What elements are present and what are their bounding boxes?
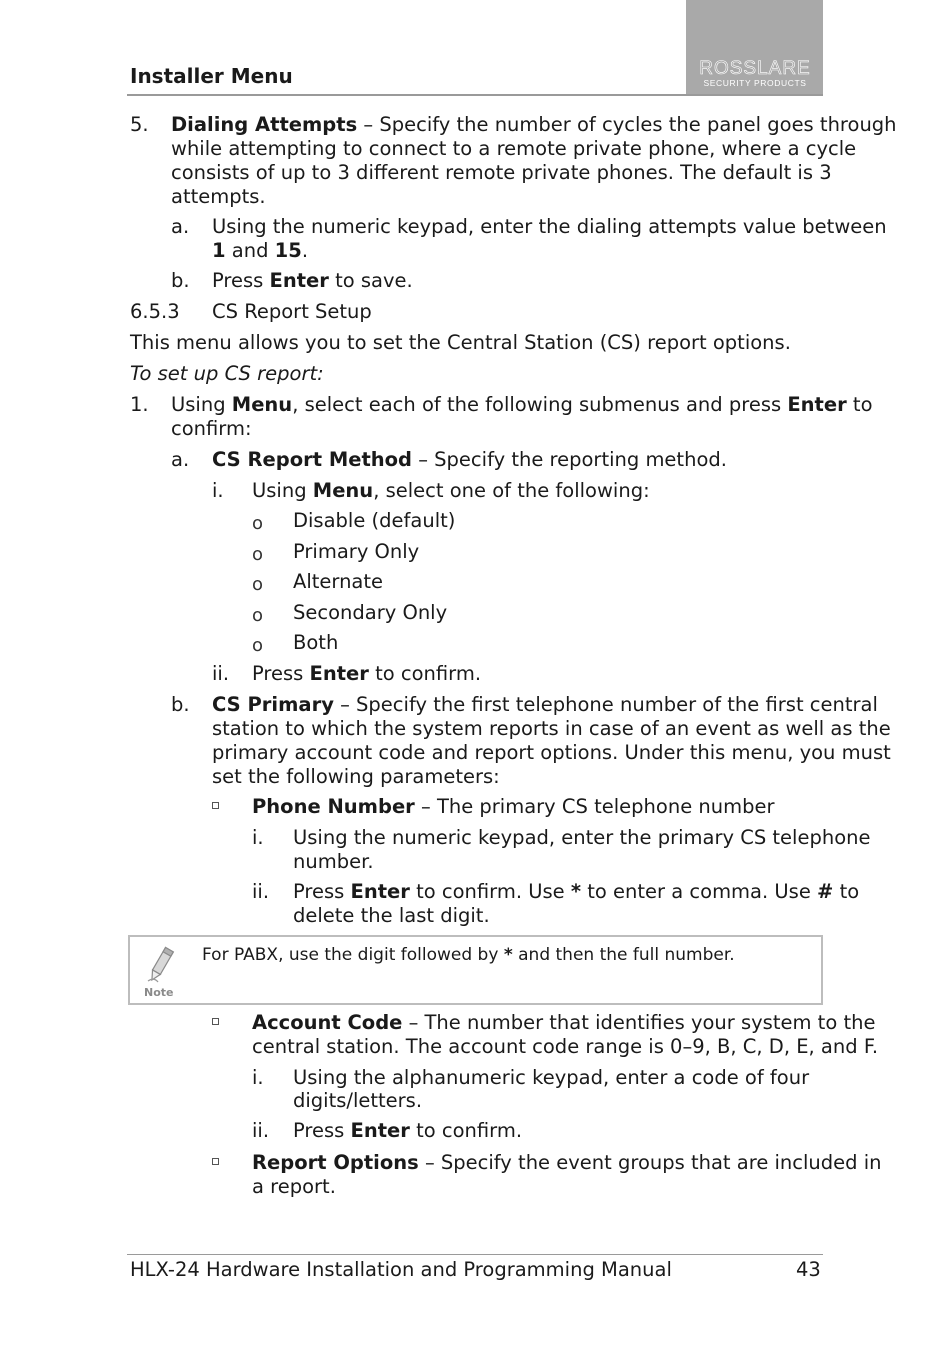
- text-run: – Specify the event groups that are included in: [418, 1151, 882, 1174]
- list-item-text: confirm:: [171, 417, 252, 440]
- text-run: to confirm.: [409, 1119, 523, 1142]
- list-item-text: [212, 239, 308, 263]
- list-item-text: [212, 448, 727, 472]
- text-run: to confirm.: [368, 662, 482, 685]
- list-item-text: attempts.: [171, 185, 266, 208]
- value-max: 15: [274, 239, 302, 262]
- list-item-text: [252, 662, 481, 686]
- text-run: Press: [293, 880, 351, 903]
- list-item-text: [252, 1151, 882, 1175]
- list-number: 5.: [130, 113, 149, 136]
- list-roman: i.: [212, 479, 224, 502]
- text-run: and: [225, 239, 275, 262]
- section-title: CS Report Setup: [212, 300, 372, 323]
- list-roman: i.: [252, 826, 264, 849]
- list-item-text: [252, 1011, 875, 1035]
- list-roman: ii.: [252, 1119, 270, 1142]
- procedure-title: To set up CS report:: [130, 362, 324, 385]
- option-text: Disable (default): [293, 509, 456, 532]
- option-bullet: o: [252, 574, 264, 595]
- list-letter: a.: [171, 448, 190, 471]
- text-run: Using: [171, 393, 232, 416]
- text-run: and then the full number.: [512, 945, 735, 965]
- list-item-text: station to which the system reports in case of an event as well as the: [212, 717, 891, 740]
- list-item-text: [212, 693, 878, 717]
- pencil-note-icon: [144, 945, 176, 985]
- text-run: .: [301, 239, 309, 262]
- list-item-text: [252, 795, 775, 819]
- text-run: to save.: [328, 269, 413, 292]
- text-run: to confirm. Use: [409, 880, 571, 903]
- text-run: – The number that identifies your system to the: [402, 1011, 876, 1034]
- option-bullet: o: [252, 513, 264, 534]
- text-run: to: [833, 880, 860, 903]
- text-run: to enter a comma. Use: [581, 880, 818, 903]
- list-item-text: central station. The account code range is 0–9, B, C, D, E, and F.: [252, 1035, 879, 1058]
- brand-logo: [686, 0, 823, 96]
- key-menu: Menu: [312, 479, 374, 502]
- text-run: to: [846, 393, 873, 416]
- list-letter: b.: [171, 693, 190, 716]
- header-divider: [127, 94, 823, 96]
- list-roman: i.: [252, 1066, 264, 1089]
- list-item-text: a report.: [252, 1175, 336, 1198]
- option-text: Both: [293, 631, 339, 654]
- term-dialing-attempts: Dialing Attempts: [171, 113, 358, 136]
- text-run: – Specify the number of cycles the panel goes through: [357, 113, 897, 136]
- square-bullet-icon: [212, 1018, 219, 1025]
- list-item-text: number.: [293, 850, 374, 873]
- text-run: – The primary CS telephone number: [414, 795, 775, 818]
- footer-divider: [127, 1254, 823, 1255]
- option-text: Alternate: [293, 570, 384, 593]
- text-run: Press: [212, 269, 270, 292]
- list-number: 1.: [130, 393, 149, 416]
- text-run: , select one of the following:: [373, 479, 650, 502]
- footer-manual-title: HLX-24 Hardware Installation and Programming Manual: [130, 1258, 672, 1281]
- list-item-text: [293, 880, 859, 904]
- note-box: [128, 935, 823, 1005]
- list-item-text: delete the last digit.: [293, 904, 490, 927]
- key-menu: Menu: [231, 393, 293, 416]
- option-text: Primary Only: [293, 540, 420, 563]
- list-item-text: consists of up to 3 different remote private phones. The default is 3: [171, 161, 832, 184]
- logo-tagline: SECURITY PRODUCTS: [703, 78, 807, 88]
- section-number: 6.5.3: [130, 300, 180, 323]
- list-item-text: digits/letters.: [293, 1089, 423, 1112]
- list-item-text: set the following parameters:: [212, 765, 500, 788]
- key-star: *: [570, 880, 582, 903]
- term-cs-primary: CS Primary: [212, 693, 334, 716]
- key-enter: Enter: [787, 393, 847, 416]
- text-run: Press: [252, 662, 310, 685]
- note-text: [202, 943, 735, 967]
- list-item-text: Using the numeric keypad, enter the primary CS telephone: [293, 826, 871, 849]
- page-number: 43: [796, 1258, 821, 1281]
- list-letter: b.: [171, 269, 190, 292]
- term-account-code: Account Code: [252, 1011, 403, 1034]
- key-enter: Enter: [350, 880, 410, 903]
- option-bullet: o: [252, 605, 264, 626]
- term-cs-report-method: CS Report Method: [212, 448, 413, 471]
- text-run: – Specify the reporting method.: [412, 448, 727, 471]
- list-item-text: [212, 269, 413, 293]
- key-enter: Enter: [350, 1119, 410, 1142]
- list-item-text: Using the alphanumeric keypad, enter a code of four: [293, 1066, 810, 1089]
- term-phone-number: Phone Number: [252, 795, 415, 818]
- list-item-text: Using the numeric keypad, enter the dialing attempts value between: [212, 215, 887, 238]
- list-item-text: [171, 113, 897, 137]
- key-enter: Enter: [269, 269, 329, 292]
- term-report-options: Report Options: [252, 1151, 419, 1174]
- text-run: Using: [252, 479, 313, 502]
- option-text: Secondary Only: [293, 601, 448, 624]
- text-run: Press: [293, 1119, 351, 1142]
- section-intro: This menu allows you to set the Central Station (CS) report options.: [130, 331, 791, 354]
- text-run: – Specify the first telephone number of the first central: [333, 693, 878, 716]
- key-star: *: [503, 945, 513, 965]
- list-item-text: primary account code and report options. Under this menu, you must: [212, 741, 891, 764]
- list-item-text: [252, 479, 650, 503]
- value-min: 1: [212, 239, 226, 262]
- list-roman: ii.: [252, 880, 270, 903]
- option-bullet: o: [252, 544, 264, 565]
- key-enter: Enter: [309, 662, 369, 685]
- note-label: Note: [144, 986, 174, 999]
- square-bullet-icon: [212, 1158, 219, 1165]
- list-letter: a.: [171, 215, 190, 238]
- key-hash: #: [817, 880, 834, 903]
- running-header-title: Installer Menu: [130, 64, 293, 88]
- list-item-text: [171, 393, 873, 417]
- text-run: For PABX, use the digit followed by: [202, 945, 504, 965]
- list-roman: ii.: [212, 662, 230, 685]
- logo-wordmark: ROSSLARE: [699, 58, 811, 79]
- list-item-text: [293, 1119, 522, 1143]
- option-bullet: o: [252, 635, 264, 656]
- list-item-text: while attempting to connect to a remote private phone, where a cycle: [171, 137, 857, 160]
- square-bullet-icon: [212, 802, 219, 809]
- text-run: , select each of the following submenus and press: [292, 393, 788, 416]
